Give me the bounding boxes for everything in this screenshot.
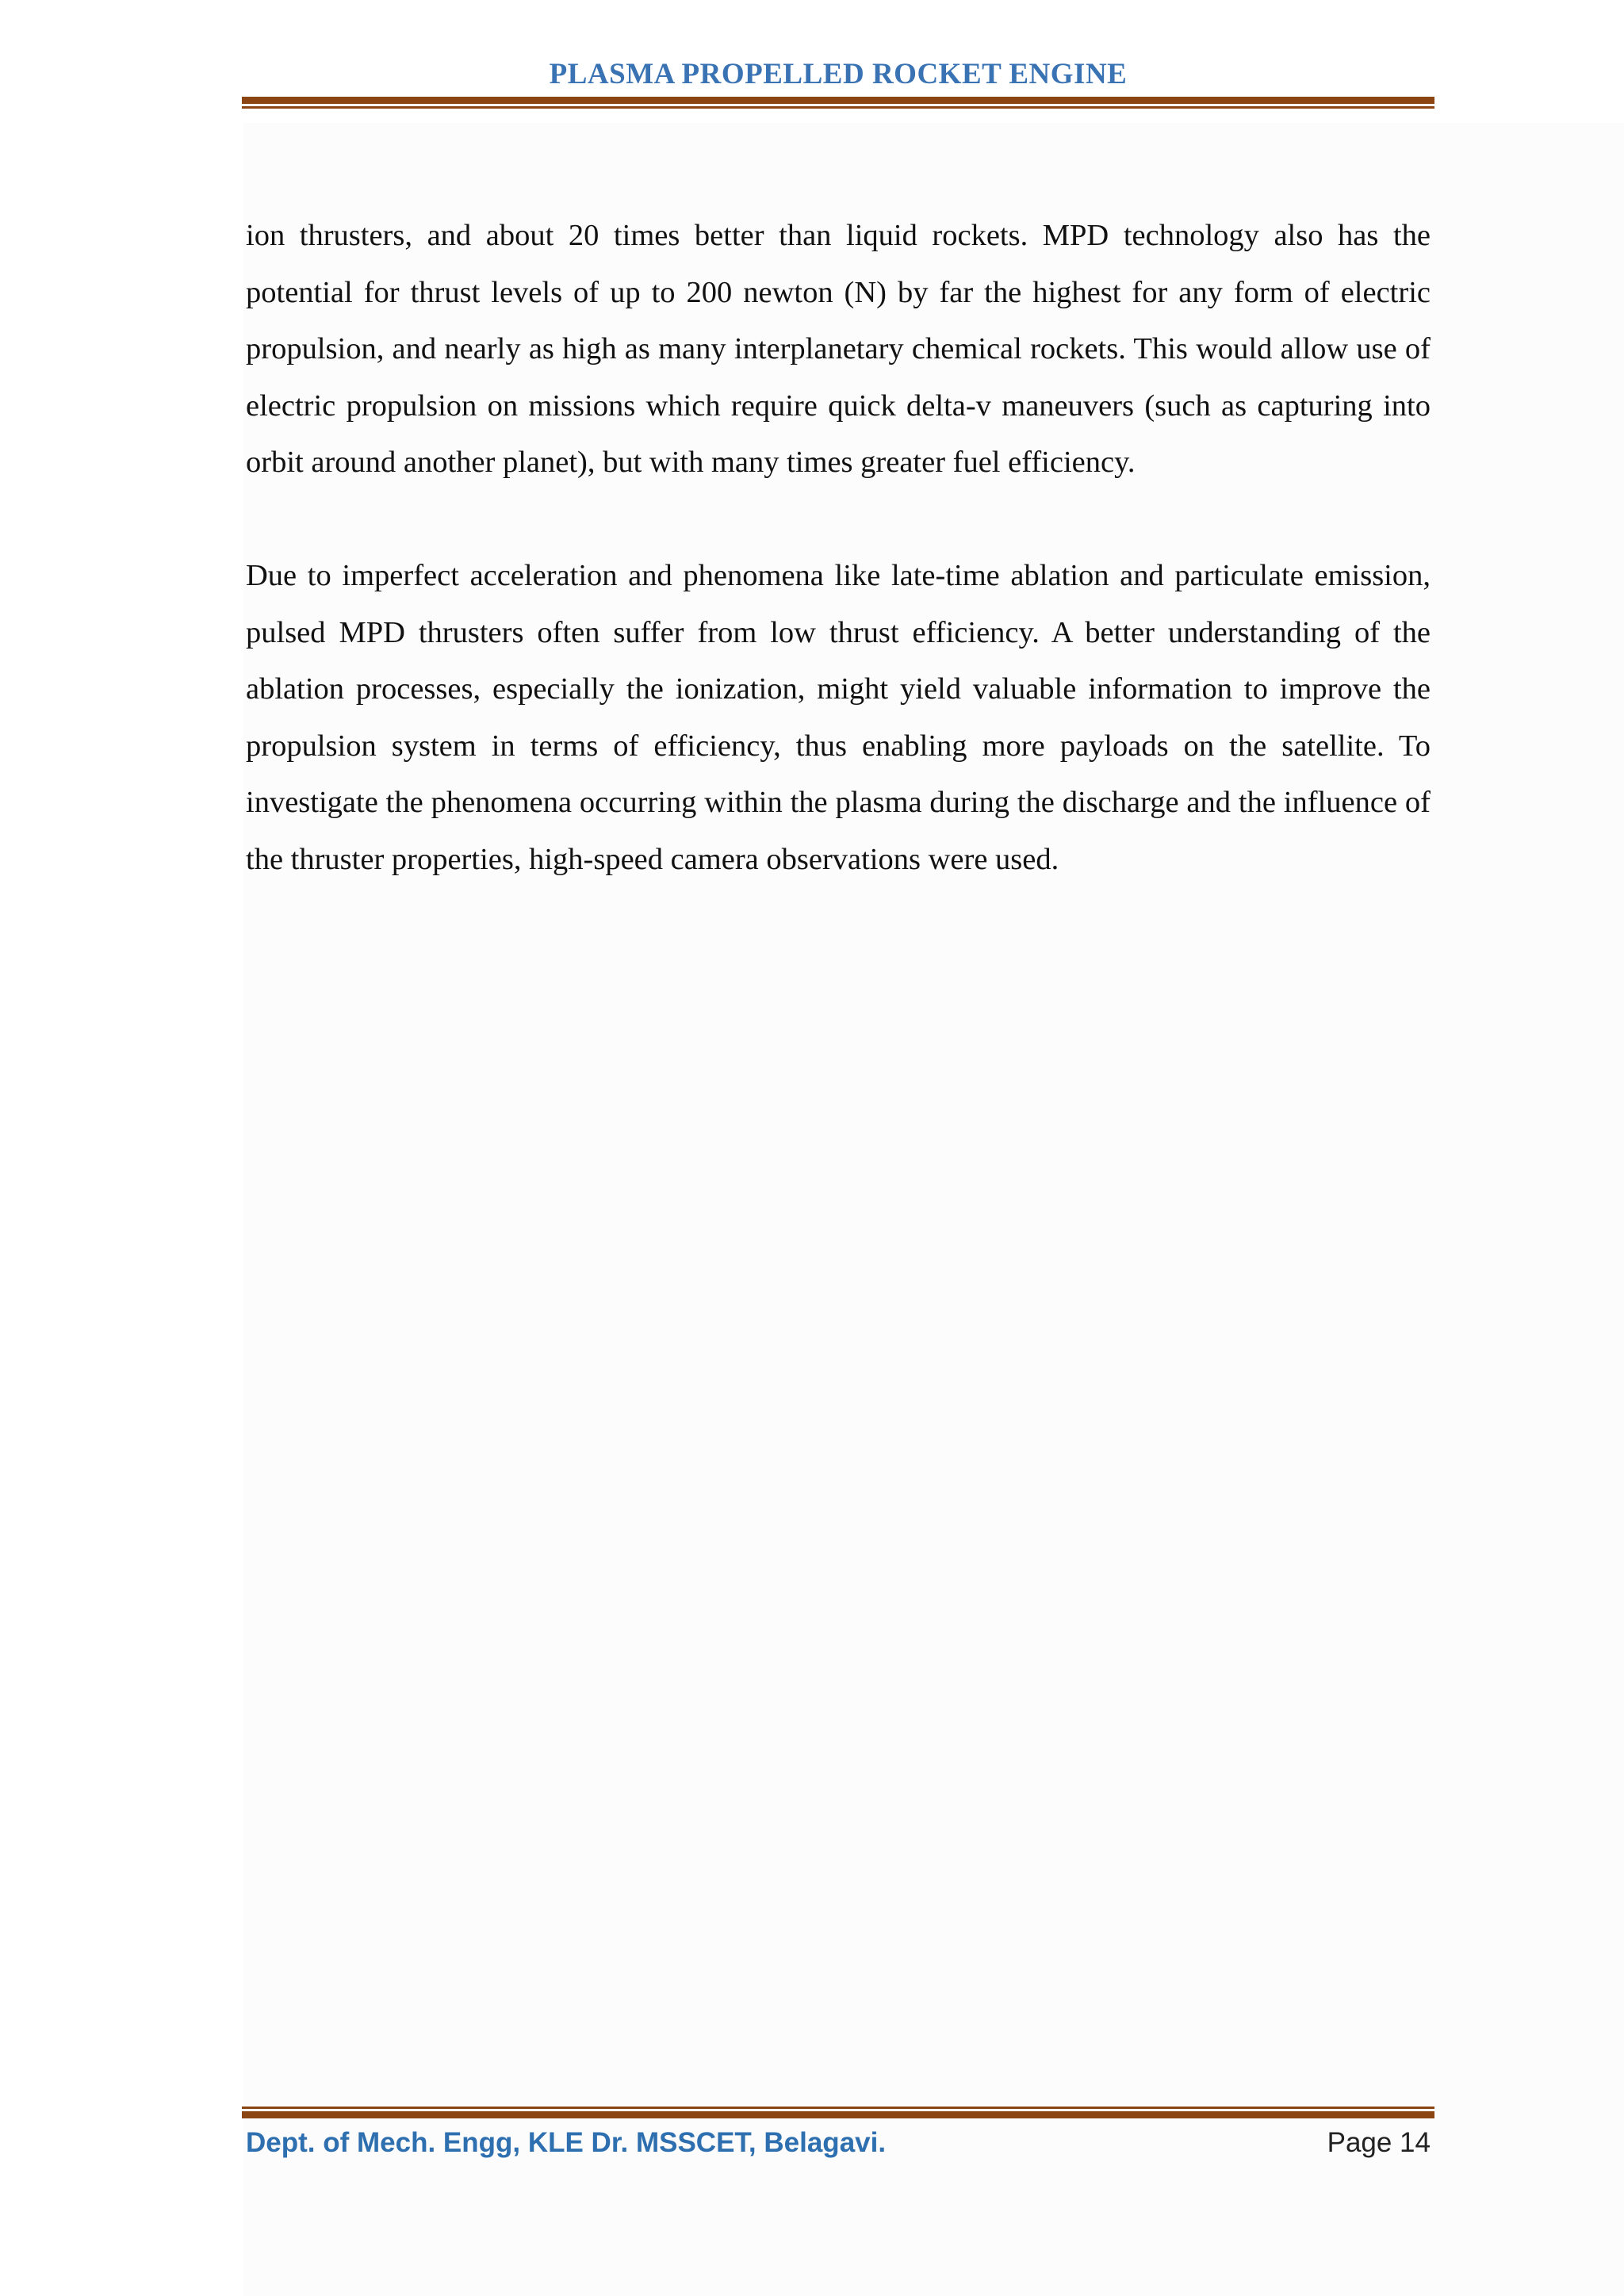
body-paragraph-2: Due to imperfect acceleration and phenomena like late-time ablation and particulate emission, pulsed MPD thrusters often suffer from low thrust efficiency. A better understanding of the ablation processes, especially the ionization, might yield valuable information to improve the propulsion system in terms of efficiency, thus enabling more payloads on the satellite. To investigate the phenomena occurring within the plasma during the discharge and the influence of the thruster properties, high-speed camera observations were used. <box>246 559 1431 876</box>
page-header-title: PLASMA PROPELLED ROCKET ENGINE <box>549 58 1128 90</box>
header-rule-thin <box>242 106 1434 109</box>
footer-rule-thin <box>242 2107 1434 2109</box>
footer-department: Dept. of Mech. Engg, KLE Dr. MSSCET, Belagavi. <box>246 2127 887 2158</box>
body-paragraph-1: ion thrusters, and about 20 times better than liquid rockets. MPD technology also has the potential for thrust levels of up to 200 newton (N) by far the highest for any form of electric propulsion, and nearly as high as many interplanetary chemical rockets. This would allow use of electric propulsion on missions which require quick delta-v maneuvers (such as capturing into orbit around another planet), but with many times greater fuel efficiency. <box>246 219 1431 479</box>
header-rule-thick <box>242 97 1434 104</box>
body-content <box>246 208 1431 888</box>
footer-rule-thick <box>242 2111 1434 2118</box>
footer-page-number: Page 14 <box>1327 2127 1431 2158</box>
